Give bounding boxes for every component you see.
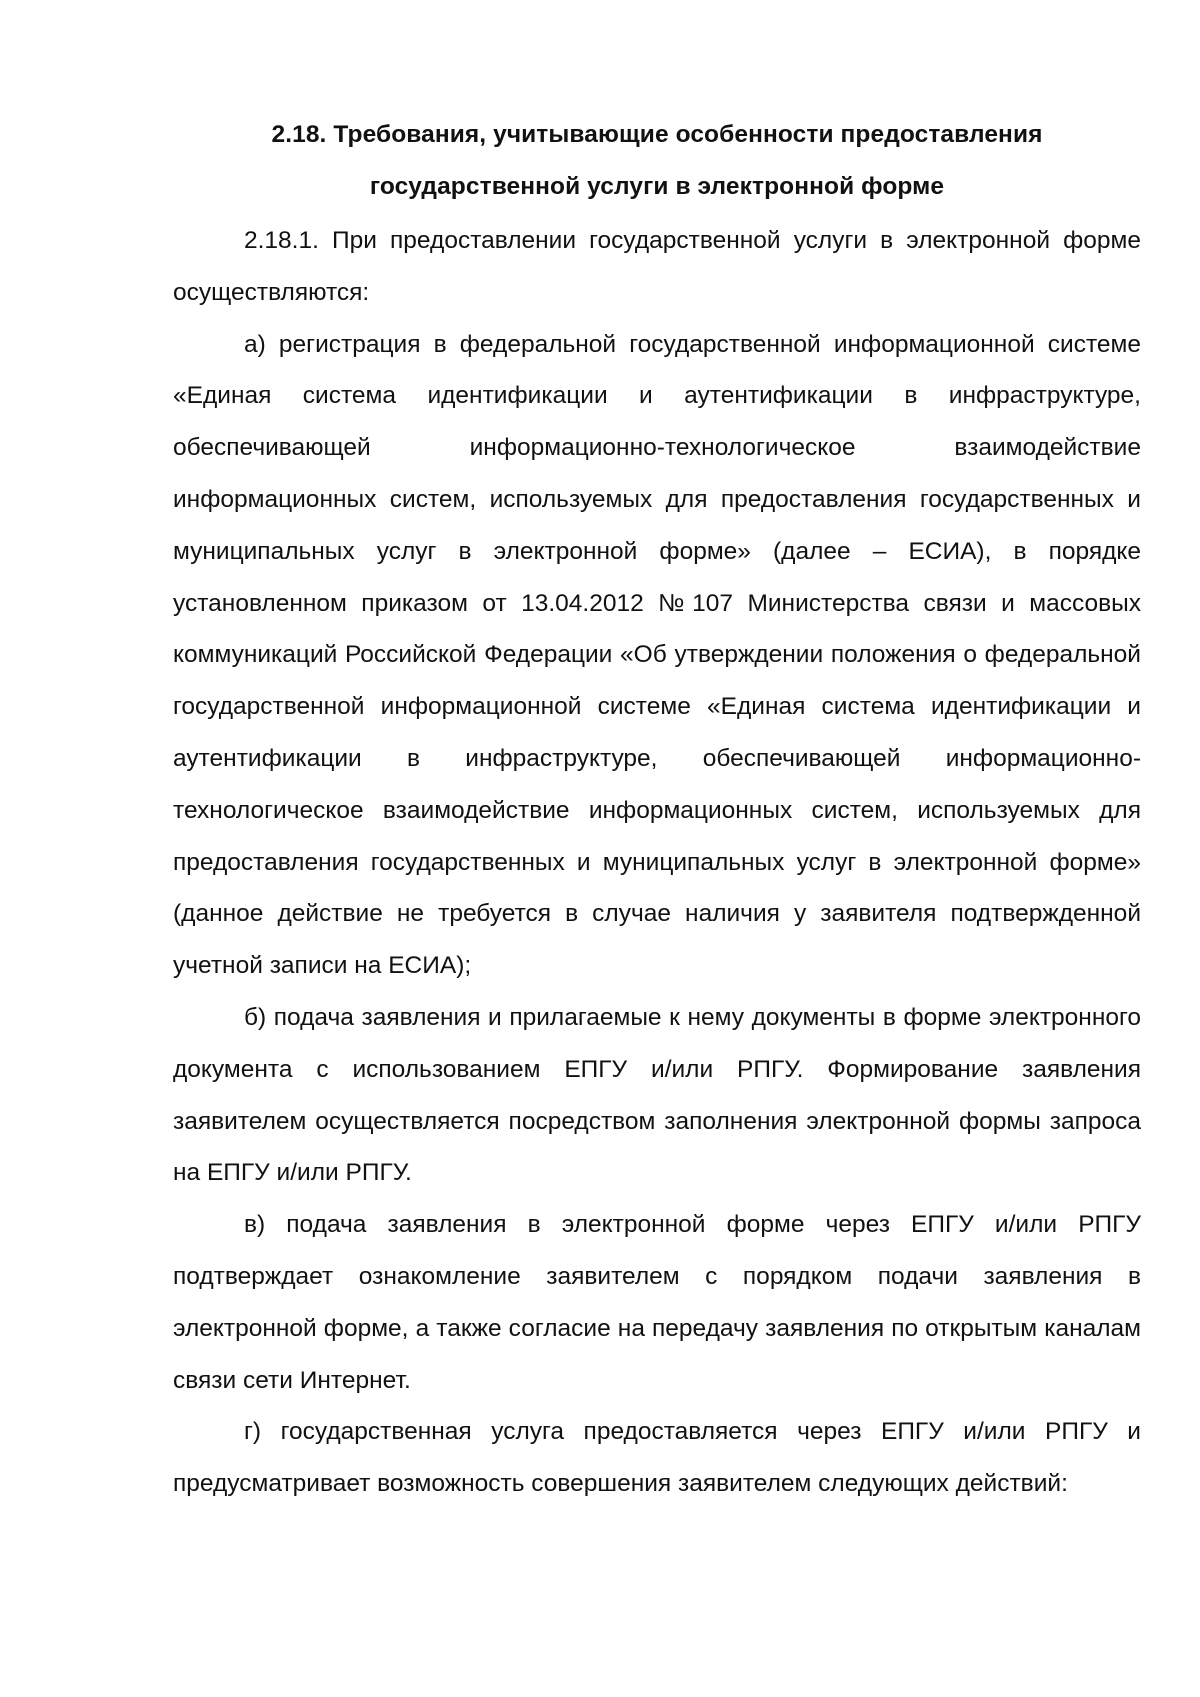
section-heading bbox=[173, 109, 1141, 213]
document-body bbox=[173, 215, 1141, 1510]
paragraph-g: г) государственная услуга предоставляется через ЕПГУ и/или РПГУ и предусматривает возможность совершения заявителем следующих действий: bbox=[173, 1418, 1141, 1498]
paragraph-v: в) подача заявления в электронной форме через ЕПГУ и/или РПГУ подтверждает ознакомление заявителем с порядком подачи заявления в электронной форме, а также согласие на передачу заявления по открытым каналам связи сети Интернет. bbox=[173, 1211, 1141, 1394]
paragraph-a: а) регистрация в федеральной государственной информационной системе «Единая система идентификации и аутентификации в инфраструктуре, обеспечивающей информационно-технологическое взаимодействие информационных систем, используемых для предоставления государственных и муниципальных услуг в электронной форме» (далее – ЕСИА), в порядке установленном приказом от 13.04.2012 №107 Министерства связи и массовых коммуникаций Российской Федерации «Об утверждении положения о федеральной государственной информационной системе «Единая система идентификации и аутентификации в инфраструктуре, обеспечивающей информационно-технологическое взаимодействие информационных систем, используемых для предоставления государственных и муниципальных услуг в электронной форме» (данное действие не требуется в случае наличия у заявителя подтвержденной учетной записи на ЕСИА); bbox=[173, 330, 1141, 980]
section-heading-line-2: государственной услуги в электронной форме bbox=[369, 173, 945, 200]
paragraph-b: б) подача заявления и прилагаемые к нему документы в форме электронного документа с использованием ЕПГУ и/или РПГУ. Формирование заявления заявителем осуществляется посредством заполнения электронной формы запроса на ЕПГУ и/или РПГУ. bbox=[173, 1003, 1141, 1187]
paragraph-2-18-1: 2.18.1. При предоставлении государственной услуги в электронной форме осуществляются: bbox=[173, 227, 1141, 306]
document-page bbox=[173, 109, 1141, 1510]
section-heading-line-1: 2.18. Требования, учитывающие особенности предоставления bbox=[271, 121, 1043, 148]
